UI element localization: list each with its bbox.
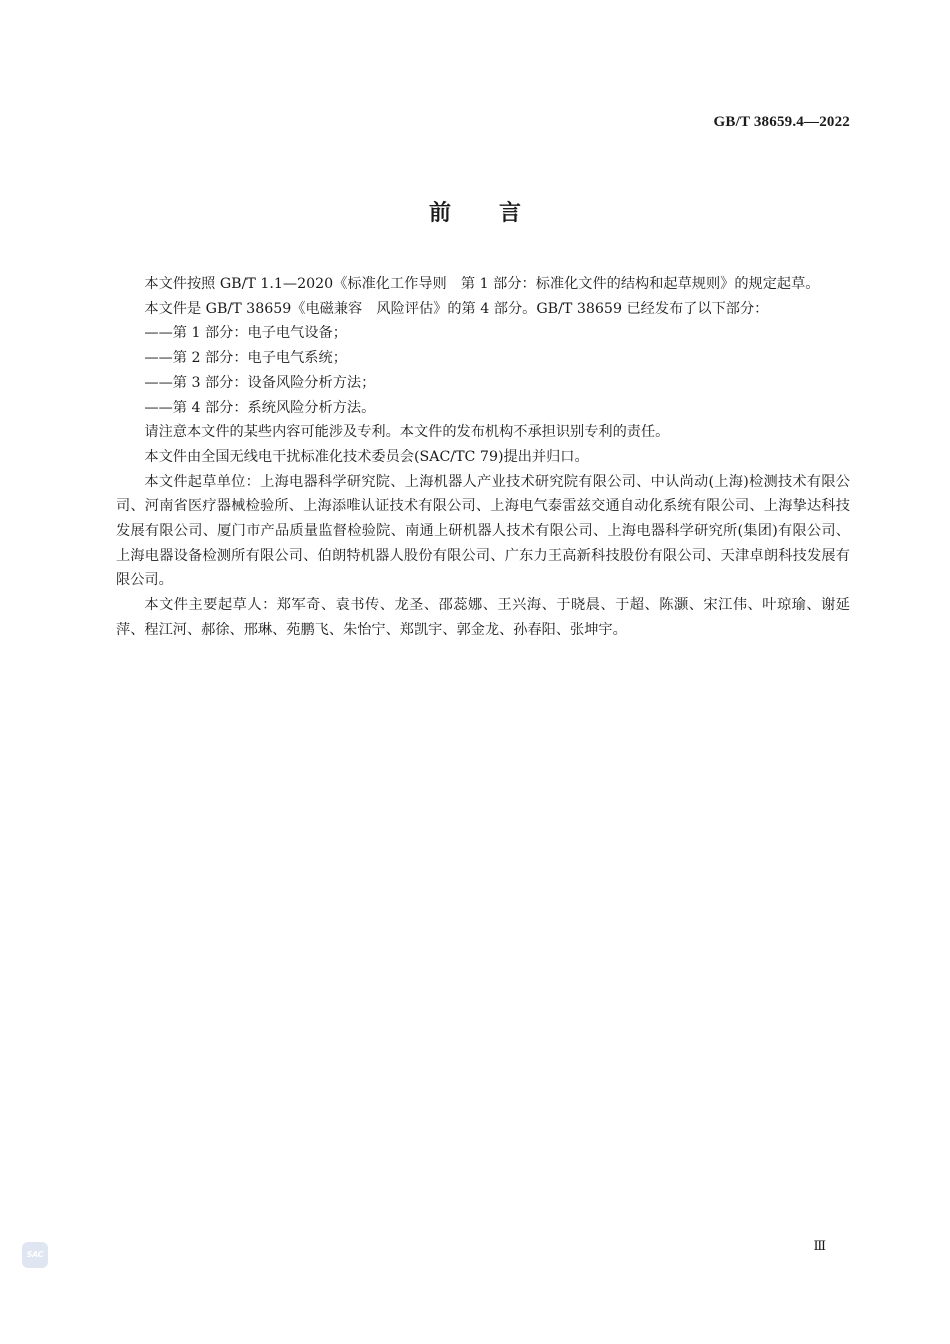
standard-code: GB/T 38659.4—2022 — [713, 114, 850, 130]
paragraph-proposer: 本文件由全国无线电干扰标准化技术委员会(SAC/TC 79)提出并归口。 — [144, 448, 589, 465]
paragraph-series-intro: 本文件是 GB/T 38659《电磁兼容 风险评估》的第 4 部分。GB/T 38659 已经发布了以下部分： — [144, 300, 769, 317]
page-title: 前言 — [428, 201, 569, 226]
paragraph-drafting-rule: 本文件按照 GB/T 1.1—2020《标准化工作导则 第 1 部分：标准化文件的结构和起草规则》的规定起草。 — [144, 276, 820, 292]
paragraph-patent-notice: 请注意本文件的某些内容可能涉及专利。本文件的发布机构不承担识别专利的责任。 — [144, 424, 670, 441]
list-item-part-2: ——第 2 部分：电子电气系统； — [144, 350, 347, 367]
page-number: Ⅲ — [813, 1238, 826, 1253]
document-body — [116, 272, 850, 643]
paragraph-drafting-units: 本文件起草单位：上海电器科学研究院、上海机器人产业技术研究院有限公司、中认尚动(上海)检测技术有限公司、河南省医疗器械检验所、上海添唯认证技术有限公司、上海电气泰雷兹交通自动化系统有限公司、上海挚达科技发展有限公司、厦门市产品质量监督检验院、南通上研机器人技术有限公司、上海电器科学研究所(集团)有限公司、上海电器设备检测所有限公司、伯朗特机器人股份有限公司、广东力王高新科技股份有限公司、天津卓朗科技发展有限公司。 — [116, 473, 850, 589]
list-item-part-3: ——第 3 部分：设备风险分析方法； — [144, 374, 376, 391]
list-item-part-1: ——第 1 部分：电子电气设备； — [144, 325, 347, 342]
sac-watermark-logo: SAC — [22, 1242, 48, 1268]
paragraph-drafters: 本文件主要起草人：郑军奇、袁书传、龙圣、邵蕊娜、王兴海、于晓晨、于超、陈灏、宋江伟、叶琼瑜、谢延萍、程江河、郝徐、邢琳、苑鹏飞、朱怡宁、郑凯宇、郭金龙、孙春阳、张坤宇。 — [116, 597, 850, 638]
list-item-part-4: ——第 4 部分：系统风险分析方法。 — [144, 399, 376, 416]
